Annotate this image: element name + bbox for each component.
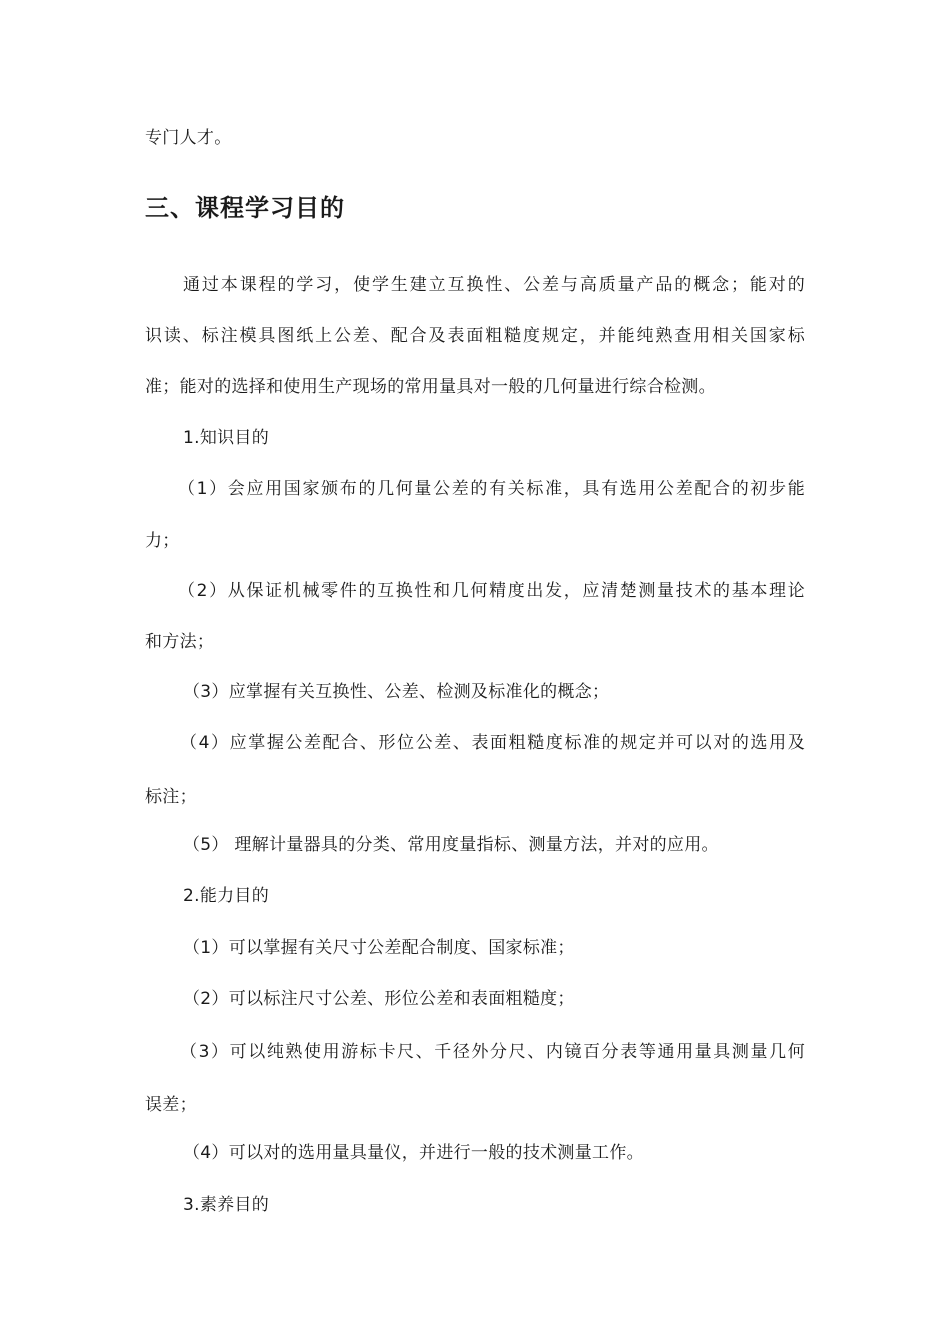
subheading-literacy: 3.素养目的 (183, 1195, 270, 1215)
list-item: （5） 理解计量器具的分类、常用度量指标、测量方法，并对的应用。 (183, 835, 719, 855)
list-item: （1）会应用国家颁布的几何量公差的有关标准，具有选用公差配合的初步能 (178, 479, 805, 499)
subheading-ability: 2.能力目的 (183, 886, 270, 906)
list-item-continuation: 力； (145, 531, 180, 551)
paragraph-line: 识读、标注模具图纸上公差、配合及表面粗糙度规定，并能纯熟查用相关国家标 (145, 326, 805, 346)
paragraph-line: 准；能对的选择和使用生产现场的常用量具对一般的几何量进行综合检测。 (145, 377, 716, 397)
section-heading: 三、课程学习目的 (145, 194, 345, 222)
list-item: （1）可以掌握有关尺寸公差配合制度、国家标准； (183, 938, 575, 958)
list-item: （3）可以纯熟使用游标卡尺、千径外分尺、内镜百分表等通用量具测量几何 (180, 1042, 805, 1062)
list-item-continuation: 误差； (145, 1095, 197, 1115)
list-item-continuation: 标注； (145, 787, 197, 807)
text-line: 专门人才。 (145, 128, 232, 148)
list-item: （2）可以标注尺寸公差、形位公差和表面粗糙度； (183, 989, 575, 1009)
list-item: （3）应掌握有关互换性、公差、检测及标准化的概念； (183, 682, 610, 702)
paragraph-line: 通过本课程的学习，使学生建立互换性、公差与高质量产品的概念；能对的 (183, 275, 805, 295)
list-item: （2）从保证机械零件的互换性和几何精度出发，应清楚测量技术的基本理论 (178, 581, 805, 601)
list-item: （4）应掌握公差配合、形位公差、表面粗糙度标准的规定并可以对的选用及 (180, 733, 805, 753)
list-item: （4）可以对的选用量具量仪，并进行一般的技术测量工作。 (183, 1143, 644, 1163)
list-item-continuation: 和方法； (145, 632, 215, 652)
subheading-knowledge: 1.知识目的 (183, 428, 270, 448)
